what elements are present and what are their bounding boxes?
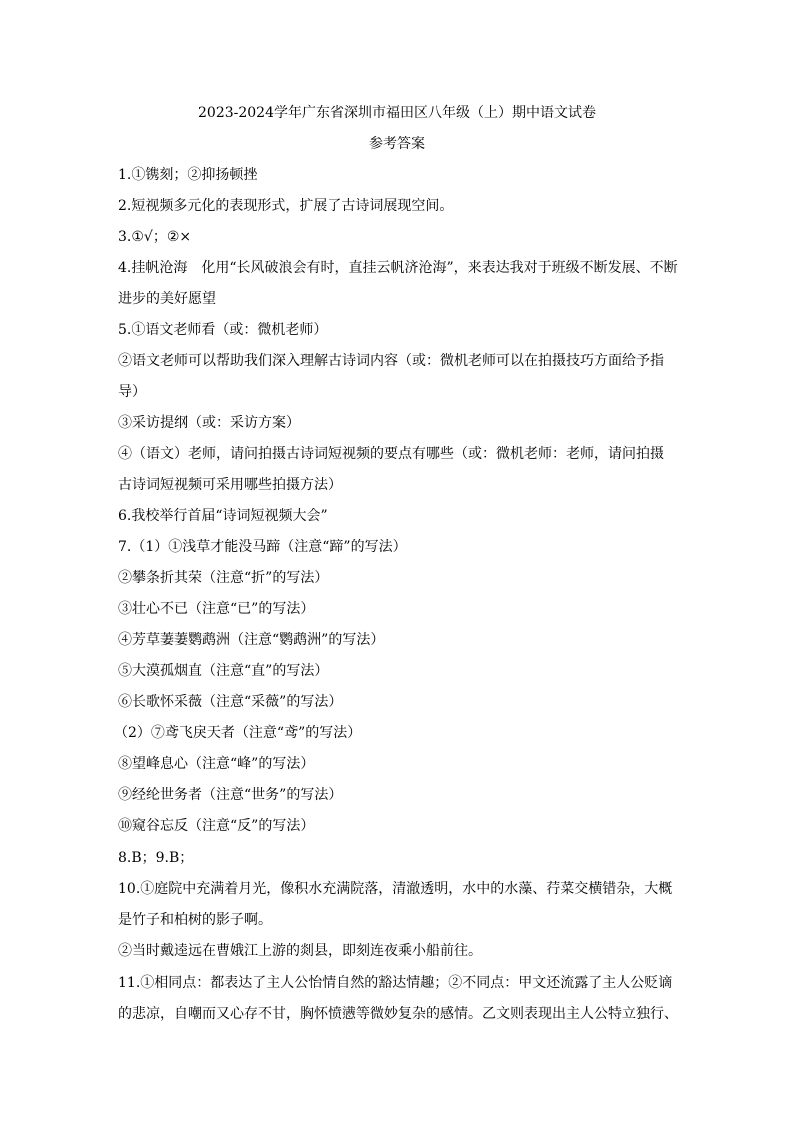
answer-line: 3.①√；②×: [118, 229, 192, 245]
answer-line: ②攀条折其荣（注意“折”的写法）: [118, 570, 329, 586]
answer-line: ③采访提纲（或：采访方案）: [118, 415, 300, 431]
answer-line: 6.我校举行首届“诗词短视频大会”: [118, 508, 328, 524]
answer-line: ③壮心不已（注意“已”的写法）: [118, 601, 315, 617]
answer-line: ④芳草萋萋鹦鹉洲（注意“鹦鹉洲”的写法）: [118, 632, 385, 648]
document-subtitle: 参考答案: [369, 136, 425, 152]
answer-line: 导）: [118, 384, 146, 400]
answer-line: 7.（1）①浅草才能没马蹄（注意“蹄”的写法）: [118, 539, 407, 555]
answer-line: 11.①相同点：都表达了主人公怡情自然的豁达情趣；②不同点：甲文还流露了主人公贬谪: [118, 975, 673, 991]
answer-line: 古诗词短视频可采用哪些拍摄方法）: [118, 477, 342, 493]
answer-line: 5.①语文老师看（或：微机老师）: [118, 322, 328, 338]
answer-line: ⑩窥谷忘反（注意“反”的写法）: [118, 818, 315, 834]
answer-line: ②语文老师可以帮助我们深入理解古诗词内容（或：微机老师可以在拍摄技巧方面给予指: [118, 353, 664, 369]
answer-line: 进步的美好愿望: [118, 291, 216, 307]
answer-line: ⑥长歌怀采薇（注意“采薇”的写法）: [118, 694, 343, 710]
answer-line: 4.挂帆沧海 化用“长风破浪会有时，直挂云帆济沧海”，来表达我对于班级不断发展、不断: [118, 260, 678, 276]
answer-line: ⑧望峰息心（注意“峰”的写法）: [118, 756, 315, 772]
answer-line: ②当时戴逵远在曹娥江上游的剡县，即刻连夜乘小船前往。: [118, 943, 482, 959]
answer-line: 是竹子和柏树的影子啊。: [118, 912, 272, 928]
answer-line: ④（语文）老师，请问拍摄古诗词短视频的要点有哪些（或：微机老师：老师，请问拍摄: [118, 446, 664, 462]
answer-line: 2.短视频多元化的表现形式，扩展了古诗词展现空间。: [118, 198, 454, 214]
answer-line: 的悲凉，自嘲而又心存不甘，胸怀愤懑等微妙复杂的感情。乙文则表现出主人公特立独行、: [118, 1006, 678, 1022]
document-title: 2023-2024学年广东省深圳市福田区八年级（上）期中语文试卷: [198, 105, 596, 121]
answer-line: ⑨经纶世务者（注意“世务”的写法）: [118, 787, 343, 803]
answer-line: 10.①庭院中充满着月光，像积水充满院落，清澈透明，水中的水藻、荇菜交横错杂，大概: [118, 881, 673, 897]
answer-line: ⑤大漠孤烟直（注意“直”的写法）: [118, 663, 329, 679]
answer-line: 8.B；9.B；: [118, 850, 194, 866]
answer-line: （2）⑦鸢飞戾天者（注意“鸢”的写法）: [114, 725, 362, 741]
answer-line: 1.①镌刻；②抑扬顿挫: [118, 167, 258, 183]
